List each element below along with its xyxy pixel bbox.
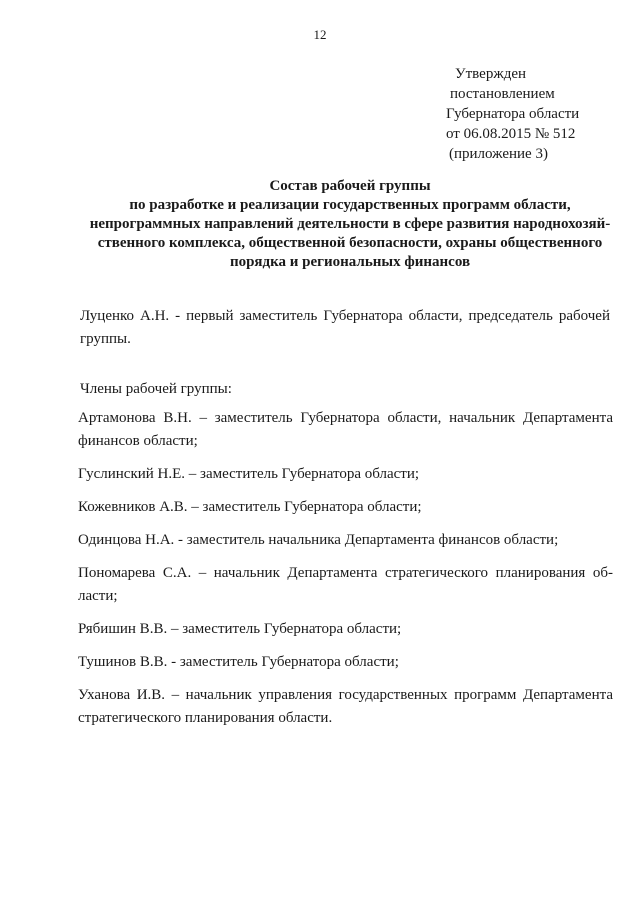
member-line: Пономарева С.А. – начальник Департамента стратегического планирования об- (78, 565, 613, 581)
page-number: 12 (313, 27, 327, 42)
member-item (78, 529, 613, 552)
member-item (78, 618, 613, 641)
approval-line-date-number: от 06.08.2015 № 512 (446, 126, 576, 142)
member-line: Кожевников А.В. – заместитель Губернатора области; (78, 499, 422, 515)
member-line: Уханова И.В. – начальник управления государственных программ Департамента (78, 687, 613, 703)
title-line-3: непрограммных направлений деятельности в сфере развития народнохозяй- (89, 216, 611, 232)
title-line-4: ственного комплекса, общественной безопасности, охраны общественного (97, 235, 603, 251)
member-item (78, 651, 613, 674)
member-item (78, 463, 613, 486)
chairman-paragraph (80, 305, 610, 351)
approval-line-governor: Губернатора области (446, 106, 580, 122)
members-list (78, 407, 613, 740)
approval-line-approved: Утвержден (455, 66, 527, 82)
member-line: Одинцова Н.А. - заместитель начальника Департамента финансов области; (78, 532, 559, 548)
member-line: Рябишин В.В. – заместитель Губернатора области; (78, 621, 402, 637)
member-item (78, 684, 613, 730)
chairman-line-2: группы. (80, 331, 131, 347)
title-line-2: по разработке и реализации государственных программ области, (129, 197, 571, 213)
member-item (78, 496, 613, 519)
member-item (78, 562, 613, 608)
member-line: Тушинов В.В. - заместитель Губернатора области; (78, 654, 399, 670)
member-line: стратегического планирования области. (78, 710, 333, 726)
member-item (78, 407, 613, 453)
member-line: ласти; (78, 588, 118, 604)
member-line: Артамонова В.Н. – заместитель Губернатора области, начальник Департамента (78, 410, 613, 426)
member-line: финансов области; (78, 433, 198, 449)
chairman-line-1: Луценко А.Н. - первый заместитель Губернатора области, председатель рабочей (80, 308, 610, 324)
members-header: Члены рабочей группы: (80, 381, 232, 397)
approval-line-appendix: (приложение 3) (449, 146, 548, 162)
approval-line-resolution: постановлением (450, 86, 555, 102)
approval-stamp (446, 64, 636, 164)
title-line-1: Состав рабочей группы (269, 178, 431, 194)
document-title (80, 177, 620, 272)
title-line-5: порядка и региональных финансов (229, 254, 471, 270)
member-line: Гуслинский Н.Е. – заместитель Губернатора области; (78, 466, 420, 482)
